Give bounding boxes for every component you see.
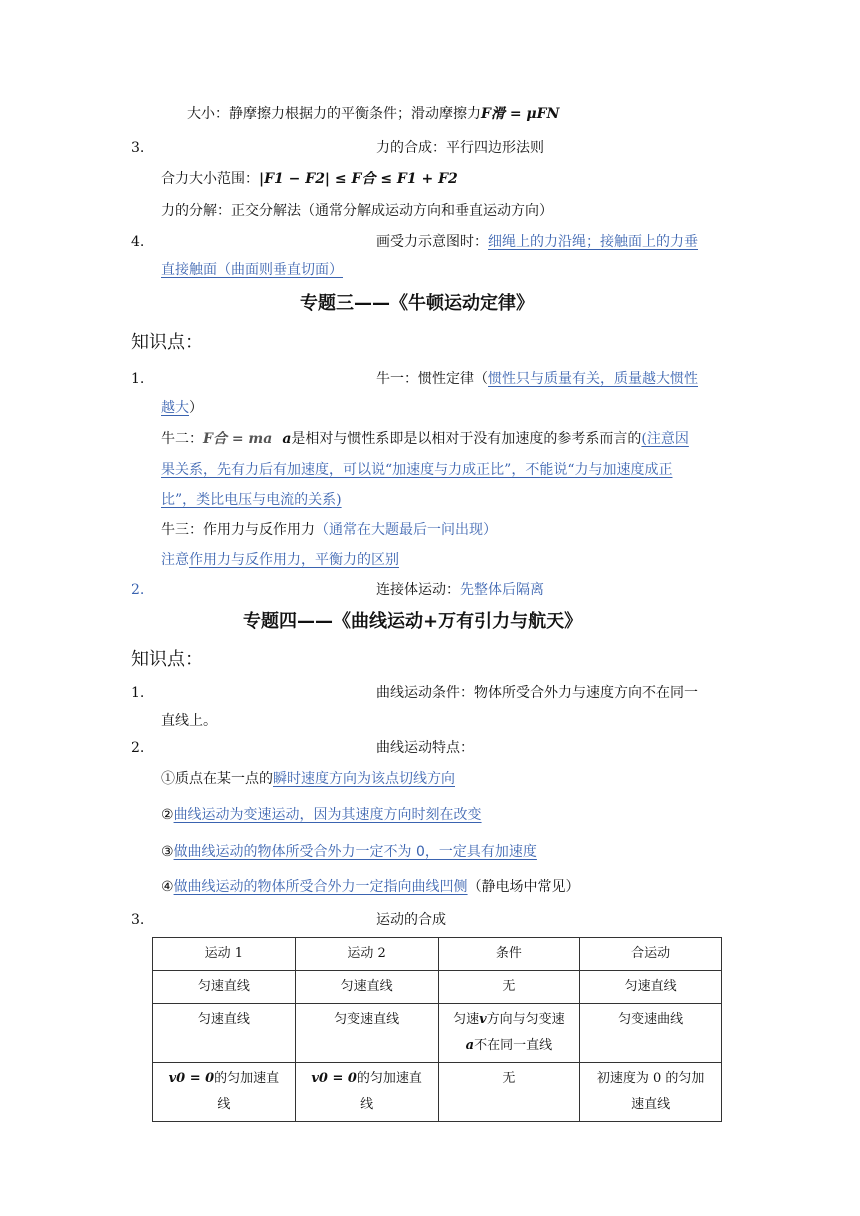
resultant-range-label: 合力大小范围： (161, 171, 259, 187)
table-header-cell: 条件 (438, 938, 580, 971)
cell-text: 初速度为 0 的匀加 (596, 1071, 705, 1086)
friction-formula: F滑 = μFN (481, 106, 560, 122)
feature-link[interactable]: 做曲线运动的物体所受合外力一定不为 0，一定具有加速度 (173, 844, 537, 860)
table-header-cell: 运动 1 (153, 938, 296, 971)
feature-point-1 (161, 772, 455, 786)
table-header-cell: 合运动 (580, 938, 722, 971)
friction-size-label: 大小：静摩擦力根据力的平衡条件；滑动摩擦力 (187, 106, 481, 122)
newton-second-note-link[interactable]: (注意因 (641, 431, 689, 447)
table-header-row (153, 938, 722, 971)
cell-text: 线 (217, 1097, 231, 1112)
feature-point-3 (161, 845, 537, 859)
connected-body-label: 连接体运动： (376, 582, 460, 598)
feature-prefix: ③ (161, 844, 174, 860)
force-diagram-label: 画受力示意图时： (376, 234, 488, 250)
newton-second-label: 牛二： (161, 431, 203, 447)
force-diagram-line (376, 235, 698, 249)
friction-size-line (187, 107, 559, 121)
newton-first-note-link-cont[interactable]: 越大 (161, 400, 189, 416)
table-cell: 匀速直线 (580, 971, 722, 1004)
item-number: 2. (131, 582, 145, 598)
newton-third-note: （通常在大题最后一问出现） (315, 522, 497, 538)
table-cell: 无 (438, 971, 580, 1004)
item-number: 1. (131, 685, 145, 701)
notice-line (161, 553, 399, 567)
feature-suffix: （静电场中常见） (467, 879, 580, 895)
table-cell (580, 1063, 722, 1122)
resultant-range-line (161, 172, 458, 186)
motion-composition-table (152, 937, 722, 1122)
force-composition-title: 力的合成：平行四边形法则 (376, 140, 544, 156)
curve-features-title: 曲线运动特点： (376, 740, 474, 756)
newton-first-note-link[interactable]: 惯性只与质量有关，质量越大惯性 (488, 371, 698, 387)
cell-text: 速直线 (631, 1097, 671, 1112)
item-number: 4. (131, 234, 145, 250)
newton-third-law (161, 523, 497, 537)
curve-condition-cont: 直线上。 (161, 713, 217, 729)
table-cell: 匀速直线 (153, 1004, 296, 1063)
feature-prefix: ④ (161, 879, 174, 895)
cell-text: 线 (360, 1097, 374, 1112)
table-header-cell: 运动 2 (295, 938, 438, 971)
velocity-symbol: v (479, 1012, 487, 1027)
newton-second-note-link-cont[interactable]: 果关系，先有力后有加速度，可以说“加速度与力成正比”，不能说“力与加速度成正 (161, 462, 673, 478)
table-row (153, 1004, 722, 1063)
feature-prefix: ①质点在某一点的 (161, 771, 273, 787)
table-cell: 匀速直线 (153, 971, 296, 1004)
newton-second-note-link-end[interactable]: 比”，类比电压与电流的关系) (161, 492, 342, 508)
cell-text: 的匀加速直 (214, 1071, 280, 1086)
newton-first-law (376, 372, 698, 386)
item-number: 1. (131, 371, 145, 387)
newton-first-label: 牛一：惯性定律（ (376, 371, 488, 387)
newton-second-law (161, 432, 689, 446)
table-row (153, 971, 722, 1004)
section-title: 专题三——《牛顿运动定律》 (300, 293, 534, 314)
table-cell (153, 1063, 296, 1122)
resultant-range-formula: |F1 − F2| ≤ F合 ≤ F1 + F2 (259, 171, 458, 187)
feature-point-4 (161, 880, 580, 894)
force-diagram-note-link[interactable]: 细绳上的力沿绳；接触面上的力垂 (488, 234, 698, 250)
item-number: 3. (131, 140, 145, 156)
cell-text: 方向与匀变速 (486, 1012, 565, 1027)
connected-body-line (376, 583, 544, 597)
newton-second-text: 是相对与惯性系即是以相对于没有加速度的参考系而言的 (291, 431, 642, 447)
table-cell (295, 1063, 438, 1122)
feature-point-2 (161, 808, 482, 822)
paren-close: ） (189, 400, 203, 416)
newton-third-label: 牛三：作用力与反作用力 (161, 522, 315, 538)
acceleration-symbol: a (282, 431, 292, 447)
cell-text: 的匀加速直 (356, 1071, 422, 1086)
knowledge-heading: 知识点： (131, 649, 203, 670)
feature-link[interactable]: 做曲线运动的物体所受合外力一定指向曲线凹侧 (173, 879, 468, 895)
motion-composition-title: 运动的合成 (376, 912, 446, 928)
acceleration-symbol: a (465, 1038, 475, 1053)
cell-text: 匀速 (453, 1012, 480, 1027)
cell-text: 不在同一直线 (474, 1038, 553, 1053)
feature-link[interactable]: 曲线运动为变速运动，因为其速度方向时刻在改变 (173, 807, 482, 823)
notice-prefix: 注意 (161, 552, 189, 568)
table-cell: 匀变速曲线 (580, 1004, 722, 1063)
item-number: 3. (131, 912, 145, 928)
table-row (153, 1063, 722, 1122)
newton-second-formula: F合 = ma (203, 431, 273, 447)
section-title: 专题四——《曲线运动+万有引力与航天》 (243, 611, 583, 632)
item-number: 2. (131, 740, 145, 756)
table-cell: 无 (438, 1063, 580, 1122)
force-decomposition: 力的分解：正交分解法（通常分解成运动方向和垂直运动方向） (161, 203, 553, 219)
table-cell (438, 1004, 580, 1063)
table-cell: 匀变速直线 (295, 1004, 438, 1063)
feature-link[interactable]: 瞬时速度方向为该点切线方向 (273, 771, 455, 787)
feature-prefix: ② (161, 807, 174, 823)
curve-condition: 曲线运动条件：物体所受合外力与速度方向不在同一 (376, 685, 698, 701)
table-cell: 匀速直线 (295, 971, 438, 1004)
initial-velocity-formula: v0 = 0 (168, 1071, 215, 1086)
connected-body-note: 先整体后隔离 (460, 582, 544, 598)
initial-velocity-formula: v0 = 0 (311, 1071, 357, 1086)
newton-first-cont (161, 401, 203, 415)
force-diagram-note-link-cont[interactable]: 直接触面（曲面则垂直切面） (161, 262, 343, 278)
knowledge-heading: 知识点： (131, 332, 203, 353)
notice-link[interactable]: 作用力与反作用力，平衡力的区别 (189, 552, 399, 568)
